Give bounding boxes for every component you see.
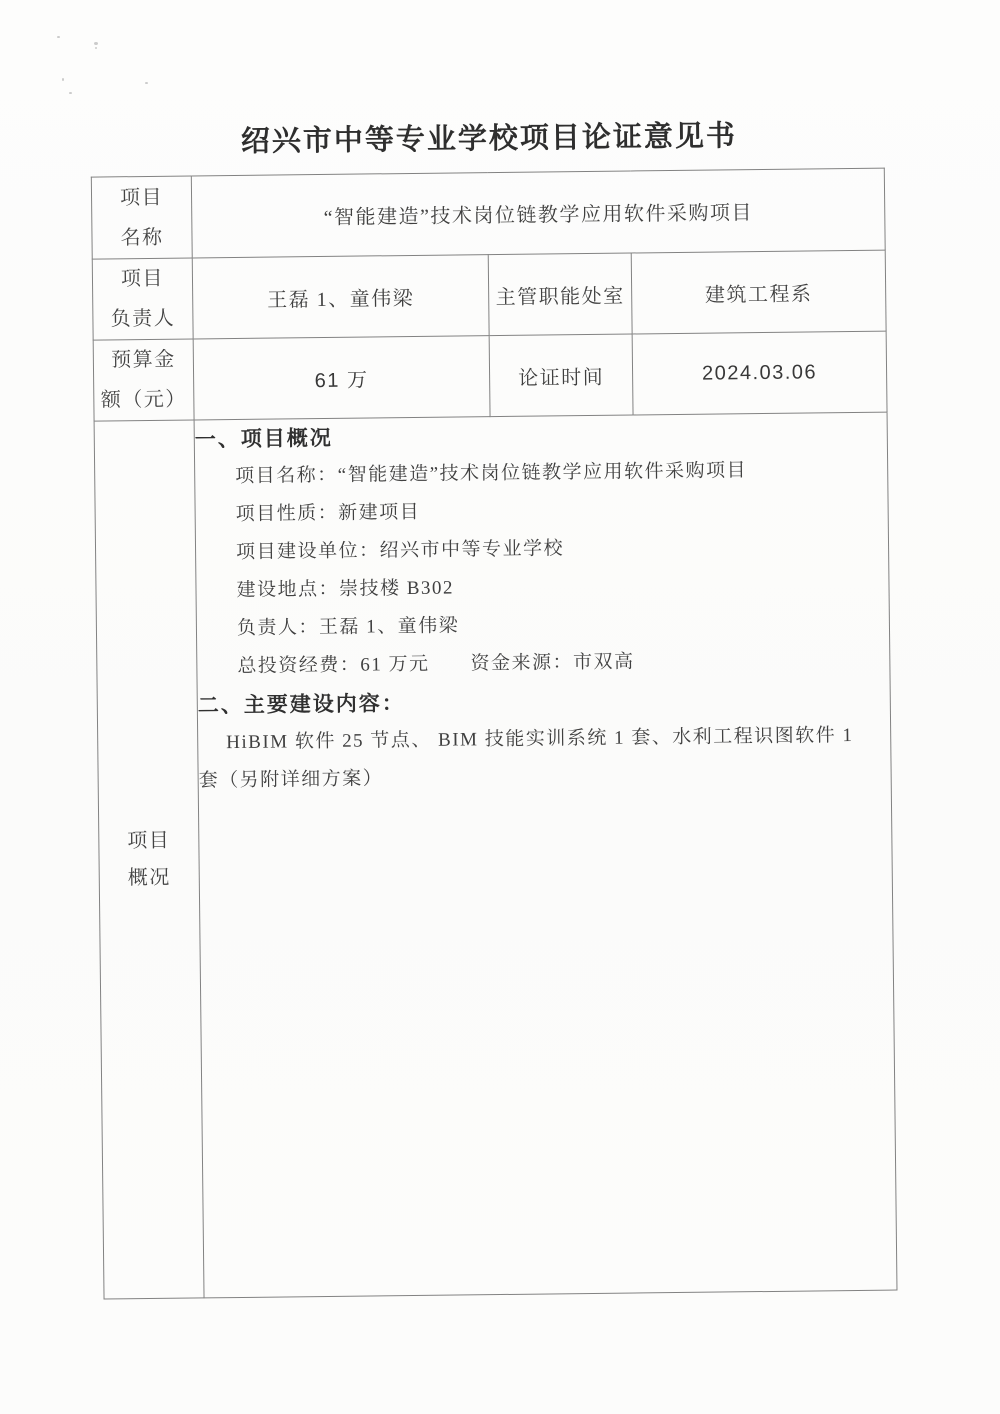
overview-line-construction-unit: 项目建设单位：绍兴市中等专业学校: [235, 538, 565, 564]
row-overview: [94, 412, 897, 1299]
section1-heading: 一、项目概况: [194, 426, 333, 452]
overview-line-investment: 总投资经费：61 万元 资金来源：市双高: [237, 651, 635, 678]
competent-office-label: 主管职能处室: [495, 285, 625, 309]
document-title: 绍兴市中等专业学校项目论证意见书: [240, 120, 738, 158]
project-leader-value-cell: [192, 255, 489, 339]
form-table: [91, 168, 898, 1300]
review-time-label: 论证时间: [518, 366, 605, 390]
budget-label-cell: [93, 339, 194, 421]
overview-line-project-name: 项目名称：“智能建造”技术岗位链教学应用软件采购项目: [235, 460, 748, 488]
review-time-value: 2024.03.06: [701, 361, 818, 385]
section2-paragraph-line1: HiBIM 软件 25 节点、 BIM 技能实训系统 1 套、水利工程识图软件 1: [226, 725, 854, 754]
budget-value-cell: [193, 336, 490, 420]
project-name-label-line2: 名称: [120, 226, 164, 250]
overview-label-line1: 项目: [127, 829, 171, 853]
row-project-leader: [92, 250, 886, 340]
review-time-label-cell: [489, 334, 633, 417]
overview-line-leader: 负责人：王磊 1、童伟梁: [236, 615, 460, 640]
budget-label-line2: 额（元）: [100, 388, 187, 412]
project-leader-label-line2: 负责人: [110, 307, 176, 331]
project-name-value-cell: [191, 168, 885, 258]
overview-line-location: 建设地点：崇技楼 B302: [236, 577, 455, 602]
project-name-label-line1: 项目: [119, 186, 164, 210]
budget-value: 61 万: [314, 369, 369, 392]
project-leader-label-cell: [92, 258, 193, 340]
section2-paragraph-line2: 套（另附详细方案）: [198, 768, 384, 792]
project-name-label-cell: [91, 176, 192, 259]
competent-office-value-cell: [631, 250, 886, 334]
project-leader-label-line1: 项目: [120, 268, 165, 291]
competent-office-value: 建筑工程系: [704, 283, 813, 307]
budget-label-line1: 预算金: [111, 348, 176, 372]
overview-line-project-nature: 项目性质：新建项目: [235, 502, 421, 526]
overview-content-cell: [194, 412, 897, 1298]
overview-label-line2: 概况: [127, 866, 171, 890]
section2-heading: 二、主要建设内容：: [197, 691, 405, 718]
review-time-value-cell: [632, 331, 887, 415]
row-budget: [93, 331, 887, 421]
project-leader-value: 王磊 1、童伟梁: [267, 287, 415, 312]
row-project-name: [91, 168, 885, 259]
overview-label-cell: [94, 420, 204, 1299]
competent-office-label-cell: [488, 253, 632, 336]
project-name-value: “智能建造”技术岗位链教学应用软件采购项目: [323, 202, 754, 230]
